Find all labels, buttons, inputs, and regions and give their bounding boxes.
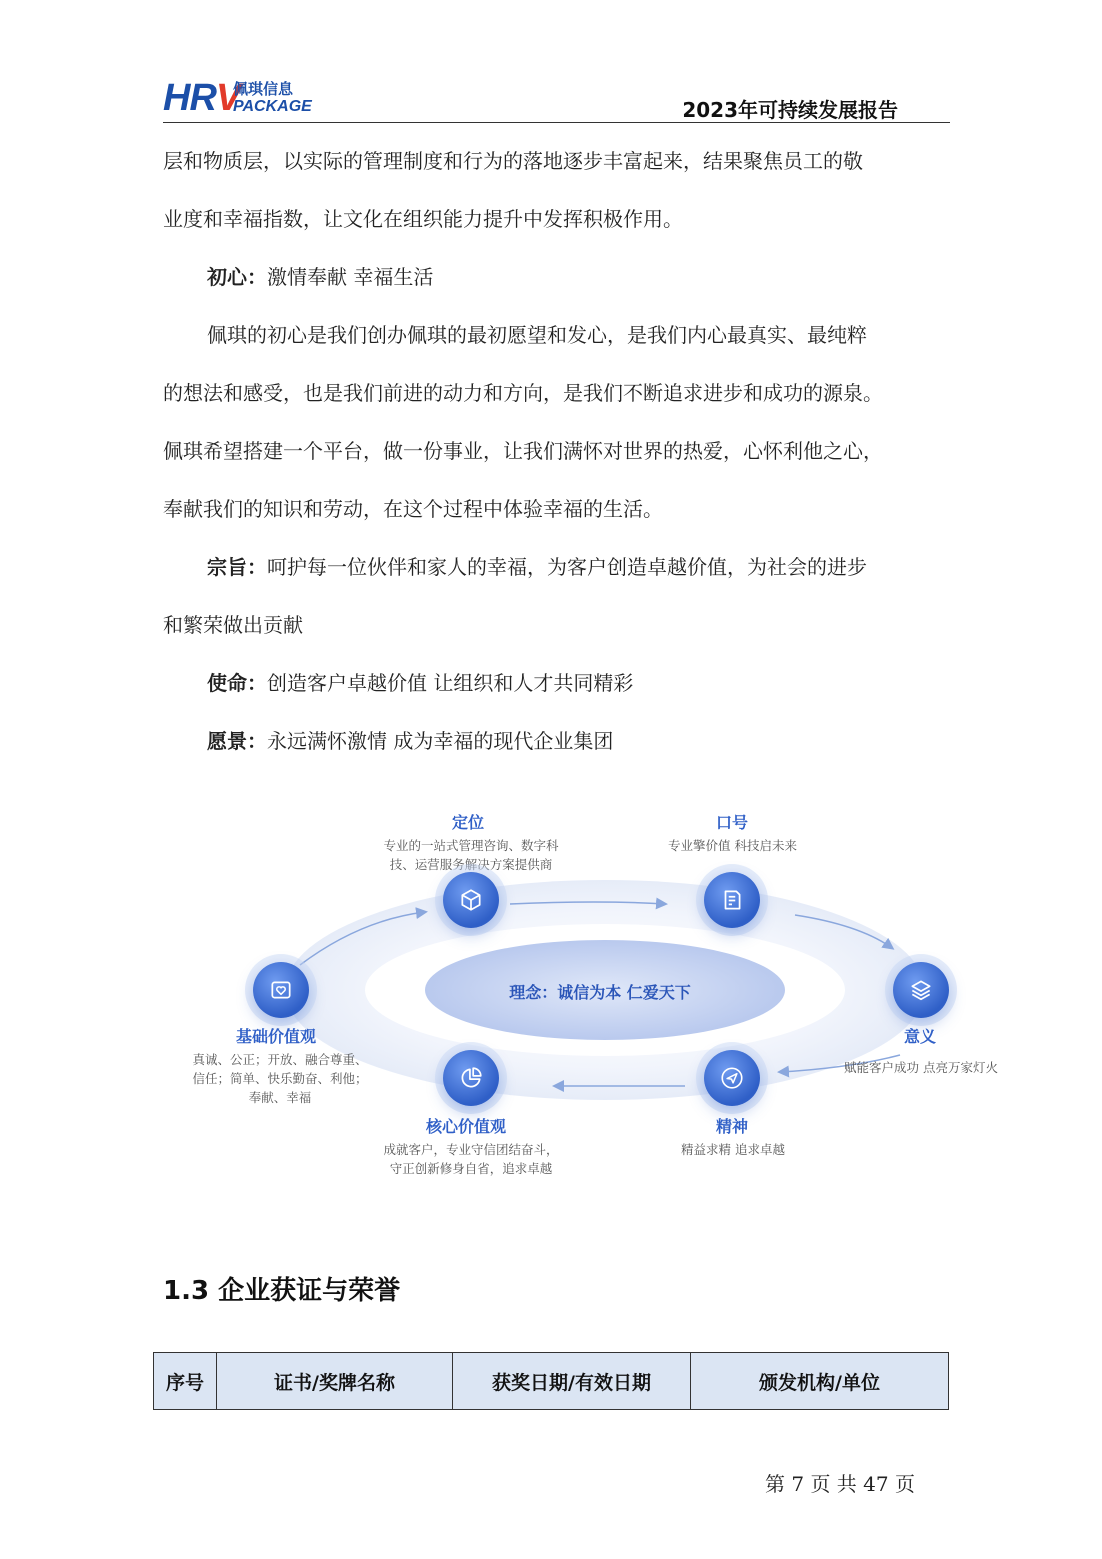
culture-diagram — [180, 800, 1020, 1190]
awards-table — [153, 1352, 949, 1410]
chuxin-label: 初心： — [207, 265, 267, 289]
col-header-index: 序号 — [154, 1353, 217, 1410]
header-divider — [163, 122, 950, 123]
chuxin-statement — [163, 248, 953, 306]
node-desc-kouhao: 专业擎价值 科技启未来 — [668, 838, 797, 853]
section-heading: 1.3 企业获证与荣誉 — [163, 1276, 401, 1306]
desc-line: 守正创新修身自省，追求卓越 — [389, 1161, 553, 1176]
desc-line: 专业的一站式管理咨询、数字科 — [383, 838, 559, 853]
logo-chinese-name: 佩琪信息 — [233, 80, 294, 98]
desc-line: 真诚、公正；开放、融合尊重、 — [192, 1052, 368, 1067]
node-hexin — [443, 1050, 499, 1106]
desc-line: 奉献、幸福 — [248, 1090, 312, 1105]
core-concept: 理念：诚信为本 仁爱天下 — [509, 983, 691, 1002]
zongzhi-statement — [163, 538, 953, 596]
col-header-name: 证书/奖牌名称 — [217, 1353, 453, 1410]
page-number: 第 7 页 共 47 页 — [765, 1472, 915, 1496]
note-icon — [719, 887, 745, 913]
pie-chart-icon — [458, 1065, 484, 1091]
node-desc-jichu — [180, 1050, 380, 1107]
heart-card-icon — [268, 977, 294, 1003]
node-desc-hexin — [366, 1140, 576, 1178]
node-desc-dingwei — [366, 836, 576, 874]
shiming-text: 创造客户卓越价值 让组织和人才共同精彩 — [267, 671, 634, 695]
paper-plane-icon — [719, 1065, 745, 1091]
desc-line: 技、运营服务解决方案提供商 — [389, 857, 553, 872]
cube-icon — [458, 887, 484, 913]
node-jichu — [253, 962, 309, 1018]
desc-line: 信任；简单、快乐勤奋、利他； — [192, 1071, 368, 1086]
desc-line: 成就客户，专业守信团结奋斗， — [383, 1142, 559, 1157]
node-dingwei — [443, 872, 499, 928]
logo-mark: HRV — [163, 77, 241, 119]
node-desc-yiyi: 赋能客户成功 点亮万家灯火 — [844, 1060, 998, 1075]
node-title-hexin: 核心价值观 — [426, 1117, 507, 1136]
node-title-jichu: 基础价值观 — [236, 1027, 317, 1046]
layers-icon — [908, 977, 934, 1003]
node-jingshen — [704, 1050, 760, 1106]
paragraph-line: 层和物质层，以实际的管理制度和行为的落地逐步丰富起来，结果聚焦员工的敬 — [163, 149, 863, 173]
node-title-jingshen: 精神 — [716, 1117, 749, 1136]
node-title-yiyi: 意义 — [904, 1027, 937, 1046]
zongzhi-text: 呵护每一位伙伴和家人的幸福，为客户创造卓越价值，为社会的进步 — [267, 555, 867, 579]
node-desc-jingshen: 精益求精 追求卓越 — [681, 1142, 785, 1157]
table-header-row — [154, 1353, 949, 1410]
paragraph-line: 佩琪的初心是我们创办佩琪的最初愿望和发心，是我们内心最真实、最纯粹 — [207, 323, 867, 347]
paragraph-line: 和繁荣做出贡献 — [163, 613, 303, 637]
col-header-issuer: 颁发机构/单位 — [691, 1353, 949, 1410]
node-title-dingwei: 定位 — [452, 813, 485, 832]
col-header-date: 获奖日期/有效日期 — [453, 1353, 691, 1410]
zongzhi-label: 宗旨： — [207, 555, 267, 579]
shiming-label: 使命： — [207, 671, 267, 695]
node-title-kouhao: 口号 — [716, 813, 749, 832]
paragraph-line: 佩琪希望搭建一个平台，做一份事业，让我们满怀对世界的热爱，心怀利他之心， — [163, 439, 883, 463]
logo-english-name: PACKAGE — [233, 98, 312, 115]
node-yiyi — [893, 962, 949, 1018]
yuanjing-label: 愿景： — [207, 729, 267, 753]
company-logo — [163, 78, 313, 120]
paragraph-line: 奉献我们的知识和劳动，在这个过程中体验幸福的生活。 — [163, 497, 663, 521]
chuxin-text: 激情奉献 幸福生活 — [267, 265, 434, 289]
paragraph-line: 业度和幸福指数，让文化在组织能力提升中发挥积极作用。 — [163, 207, 683, 231]
yuanjing-text: 永远满怀激情 成为幸福的现代企业集团 — [267, 729, 614, 753]
yuanjing-statement — [163, 712, 953, 770]
report-title: 2023年可持续发展报告 — [682, 98, 898, 122]
shiming-statement — [163, 654, 953, 712]
node-kouhao — [704, 872, 760, 928]
paragraph-line: 的想法和感受，也是我们前进的动力和方向，是我们不断追求进步和成功的源泉。 — [163, 381, 883, 405]
